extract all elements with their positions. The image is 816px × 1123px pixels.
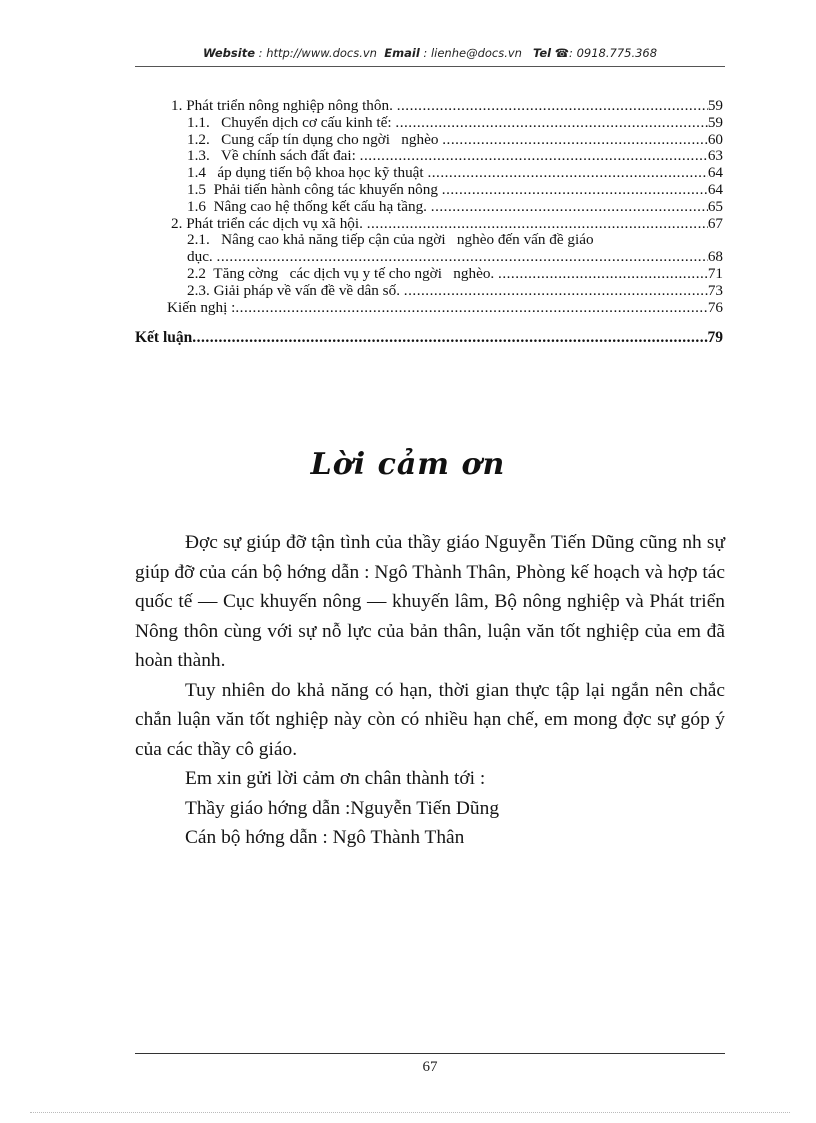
toc-entry [135,249,723,266]
acknowledgement-paragraph: Tuy nhiên do khả năng có hạn, thời gian thực tập lại ngắn nên chắc chắn luận văn tốt nghiệp này còn có nhiều hạn chế, em mong đợc sự góp ý của các thầy cô giáo. [135,679,725,760]
toc-entry-label: 2.1. Nâng cao khả năng tiếp cận của ngời nghèo đến vấn đề giáo [187,231,594,249]
email-label: Email [384,46,420,60]
toc-entry-label: 1.2. Cung cấp tín dụng cho ngời nghèo [187,130,443,148]
toc-leader-dots [442,132,708,149]
acknowledgement-title: Lời cảm ơn [310,447,506,482]
toc-entry-label: 1.6 Nâng cao hệ thống kết cấu hạ tầng. [187,197,431,215]
toc-entry [135,132,723,149]
toc-entry-label: 1.4 áp dụng tiến bộ khoa học kỹ thuật [187,164,428,182]
page-number: 67 [422,1059,438,1075]
toc-leader-dots [431,199,708,216]
toc-leader-dots [235,300,707,317]
toc-entry-page: 59 [707,113,723,131]
toc-entry-page: 60 [707,130,723,148]
toc-entry-label: dục. [187,248,217,266]
toc-entry-page: 63 [707,147,723,165]
page-bottom-border [30,1112,790,1113]
phone-icon: ☎ [554,46,570,60]
website-value: : http://www.docs.vn [258,46,377,60]
header-divider [135,66,725,67]
toc-entry [135,165,723,182]
email-value: : lienhe@docs.vn [423,46,522,60]
footer-divider [135,1053,725,1054]
toc-entry-page: 68 [707,248,723,266]
toc-entry-label: 1. Phát triển nông nghiệp nông thôn. [171,97,397,114]
website-label: Website [202,46,256,60]
toc-leader-dots [360,148,708,165]
toc-leader-dots [404,283,708,300]
toc-entry-page: 59 [707,97,723,114]
toc-leader-dots [217,249,708,266]
acknowledgement-line: Em xin gửi lời cảm ơn chân thành tới : [185,768,486,789]
toc-entry [135,266,723,283]
toc-leader-dots [397,98,708,115]
toc-conclusion-label: Kết luận [135,329,193,347]
toc-entry-label: 2.3. Giải pháp về vấn đề về dân số. [187,281,404,299]
toc-entry [135,283,723,300]
toc-leader-dots [367,216,708,233]
toc-leader-dots [395,115,707,132]
toc-entry [135,232,723,249]
toc-entry-page: 65 [707,197,723,215]
toc-entry-page: 64 [707,180,723,198]
acknowledgement-line: Thầy giáo hớng dẫn :Nguyễn Tiến Dũng [185,797,500,819]
toc-leader-dots [192,330,707,347]
acknowledgement-body [135,528,725,853]
toc-entry-label: 1.5 Phải tiến hành công tác khuyến nông [187,180,442,198]
toc-entry [135,115,723,132]
toc-entry [135,98,723,115]
toc-leader-dots [498,266,708,283]
toc-entry-page: 67 [707,214,723,232]
toc-entry [135,199,723,216]
tel-label: Tel [532,46,552,60]
table-of-contents [135,98,723,347]
toc-entry-page: 76 [707,298,723,316]
toc-entry-label: 1.1. Chuyển dịch cơ cấu kinh tế: [187,113,396,131]
toc-entry-page: 64 [707,164,723,182]
toc-entry-label: Kiến nghị : [167,298,236,316]
acknowledgement-line: Cán bộ hớng dẫn : Ngô Thành Thân [185,827,465,848]
toc-entry [135,148,723,165]
toc-entry-label: 2. Phát triển các dịch vụ xã hội. [171,214,367,232]
toc-conclusion-entry [135,330,723,347]
toc-entry [135,300,723,317]
toc-entry [135,182,723,199]
toc-entry-page: 73 [707,281,723,299]
toc-entry-page: 71 [707,264,723,282]
page-header [135,46,725,60]
toc-leader-dots [427,165,707,182]
toc-conclusion-page: 79 [707,329,723,347]
acknowledgement-paragraph: Đợc sự giúp đỡ tận tình của thầy giáo Nguyễn Tiến Dũng cũng nh sự giúp đỡ của cán bộ hớng dẫn : Ngô Thành Thân, Phòng kế hoạch và hợp tác quốc tế — Cục khuyến nông — khuyến lâm, Bộ nông nghiệp và Phát triển Nông thôn cùng với sự nỗ lực của bản thân, luận văn tốt nghiệp của em đã hoàn thành. [135,532,725,671]
toc-leader-dots [442,182,708,199]
toc-entry-label: 2.2 Tăng cờng các dịch vụ y tế cho ngời nghèo. [187,264,499,282]
toc-entry [135,216,723,233]
toc-entry-label: 1.3. Về chính sách đất đai: [187,147,360,165]
tel-value: : 0918.775.368 [569,46,658,60]
